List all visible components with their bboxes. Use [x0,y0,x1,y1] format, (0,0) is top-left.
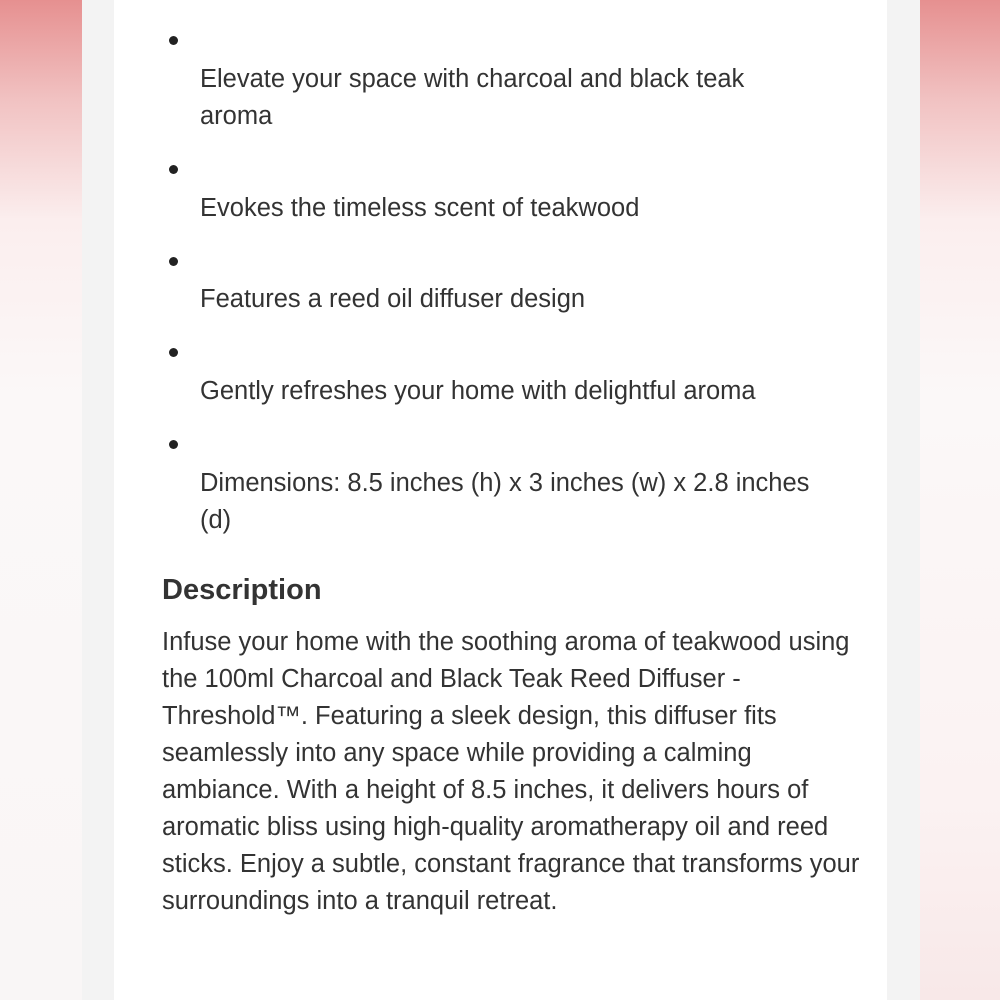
bullet-icon [169,440,178,449]
background-right [920,0,1000,1000]
bullet-icon [169,348,178,357]
bullet-icon [169,36,178,45]
description-text: Infuse your home with the soothing aroma of teakwood using the 100ml Charcoal and Black Teak Reed Diffuser - Threshold™. Featuring a sleek design, this diffuser fits seamlessly into any space while providing a calming ambiance. With a height of 8.5 inches, it delivers hours of aromatic bliss using high-quality aromatherapy oil and reed sticks. Enjoy a subtle, constant fragrance that transforms your surroundings into a tranquil retreat. [162,628,860,915]
page-gutter-right [887,0,920,1000]
highlight-text: Elevate your space with charcoal and black teak aroma [200,65,745,130]
highlight-text: Evokes the timeless scent of teakwood [200,194,640,222]
highlight-text: Dimensions: 8.5 inches (h) x 3 inches (w) x 2.8 inches (d) [200,469,810,534]
background-left [0,0,82,1000]
bullet-icon [169,165,178,174]
page-gutter-left [82,0,114,1000]
highlight-text: Features a reed oil diffuser design [200,285,586,313]
highlight-text: Gently refreshes your home with delightful aroma [200,377,756,405]
product-details-card [114,0,887,1000]
description-heading: Description [162,574,322,606]
bullet-icon [169,257,178,266]
